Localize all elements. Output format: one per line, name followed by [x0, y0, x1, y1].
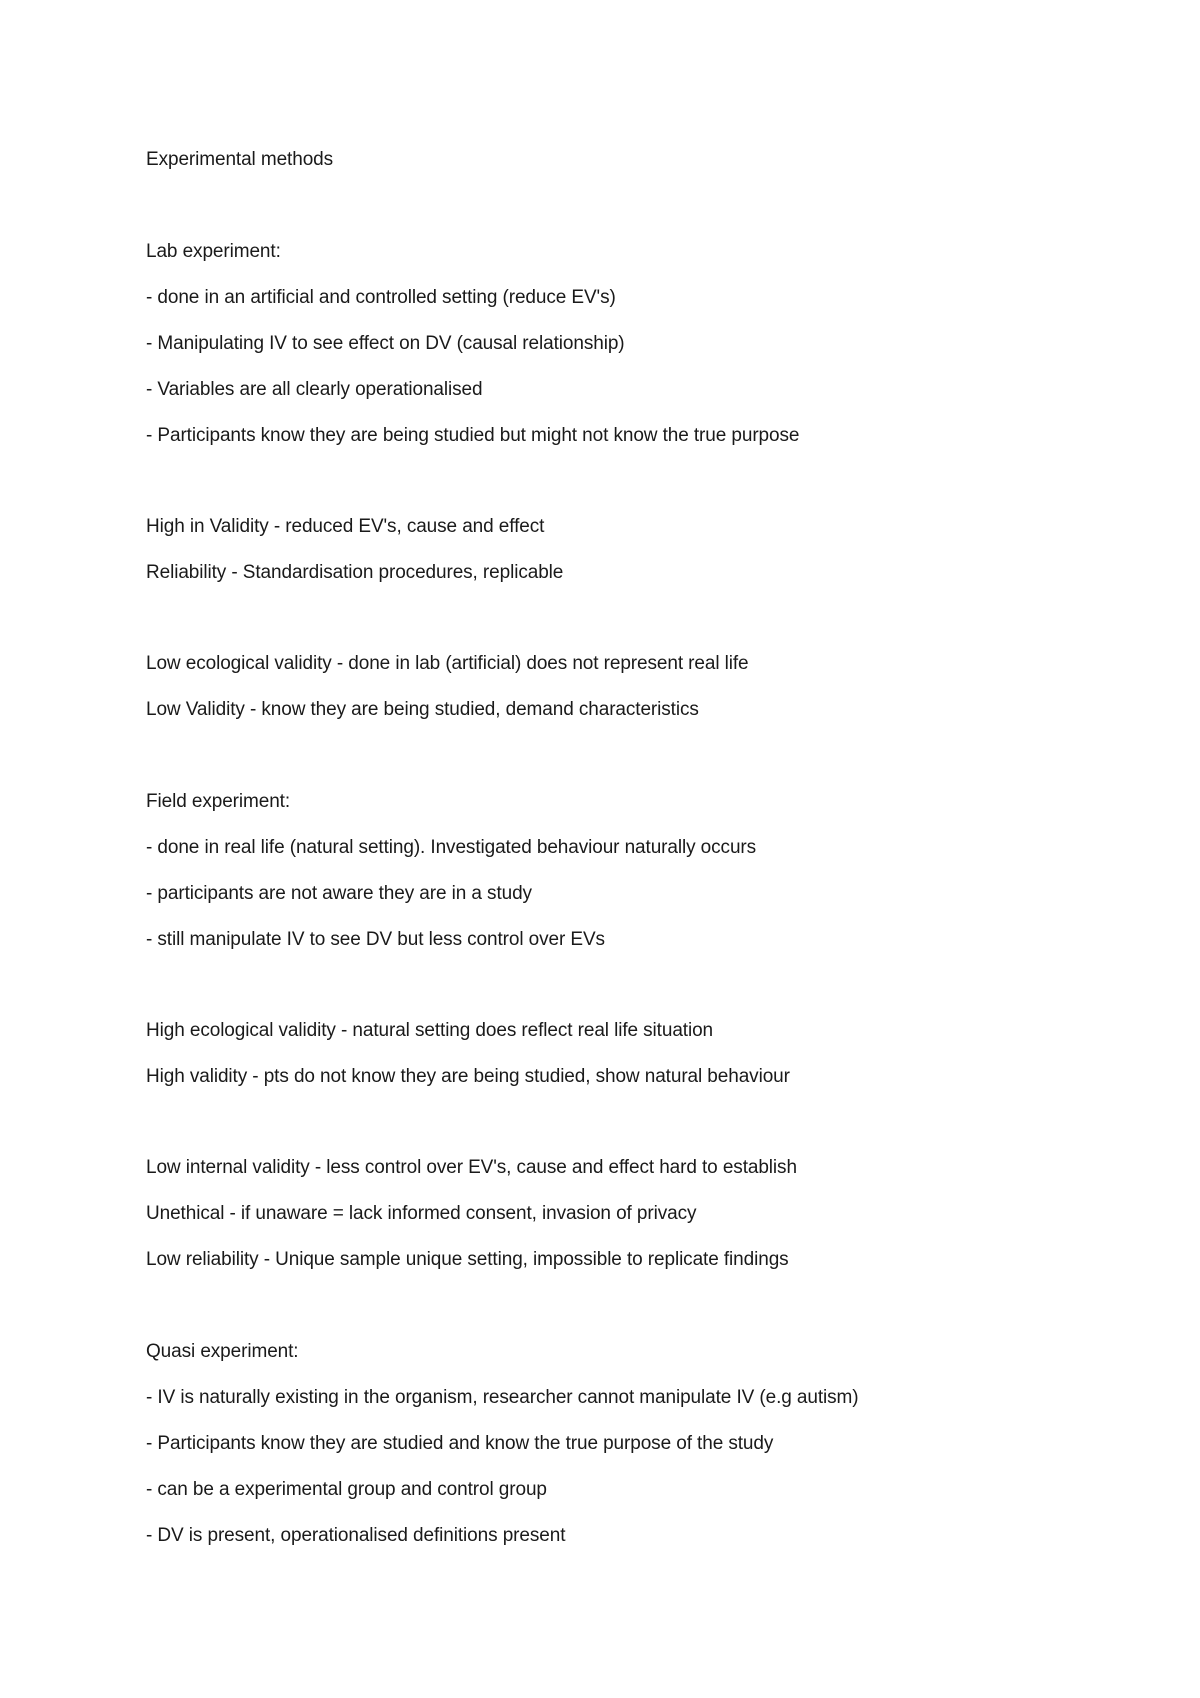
lab-point-4: - Participants know they are being studied but might not know the true purpose	[146, 425, 800, 446]
quasi-point-4: - DV is present, operationalised definitions present	[146, 1525, 566, 1546]
lab-weakness-2: Low Validity - know they are being studied, demand characteristics	[146, 699, 699, 720]
lab-weakness-1: Low ecological validity - done in lab (artificial) does not represent real life	[146, 653, 749, 674]
quasi-point-3: - can be a experimental group and control group	[146, 1479, 547, 1500]
field-point-1: - done in real life (natural setting). Investigated behaviour naturally occurs	[146, 837, 757, 858]
lab-point-1: - done in an artificial and controlled setting (reduce EV's)	[146, 287, 616, 308]
lab-point-2: - Manipulating IV to see effect on DV (causal relationship)	[146, 333, 625, 354]
field-strength-2: High validity - pts do not know they are being studied, show natural behaviour	[146, 1066, 790, 1087]
quasi-point-1: - IV is naturally existing in the organism, researcher cannot manipulate IV (e.g autism)	[146, 1387, 859, 1408]
lab-point-3: - Variables are all clearly operationalised	[146, 379, 483, 400]
lab-strength-2: Reliability - Standardisation procedures, replicable	[146, 562, 564, 583]
field-weakness-1: Low internal validity - less control over EV's, cause and effect hard to establish	[146, 1157, 797, 1178]
field-weakness-3: Low reliability - Unique sample unique setting, impossible to replicate findings	[146, 1249, 789, 1270]
field-point-2: - participants are not aware they are in a study	[146, 883, 532, 904]
quasi-heading: Quasi experiment:	[146, 1341, 299, 1362]
quasi-point-2: - Participants know they are studied and know the true purpose of the study	[146, 1433, 774, 1454]
field-point-3: - still manipulate IV to see DV but less control over EVs	[146, 929, 605, 950]
document-title: Experimental methods	[146, 149, 334, 170]
field-strength-1: High ecological validity - natural setting does reflect real life situation	[146, 1020, 714, 1041]
lab-heading: Lab experiment:	[146, 241, 281, 262]
field-heading: Field experiment:	[146, 791, 291, 812]
lab-strength-1: High in Validity - reduced EV's, cause and effect	[146, 516, 545, 537]
field-weakness-2: Unethical - if unaware = lack informed consent, invasion of privacy	[146, 1203, 697, 1224]
